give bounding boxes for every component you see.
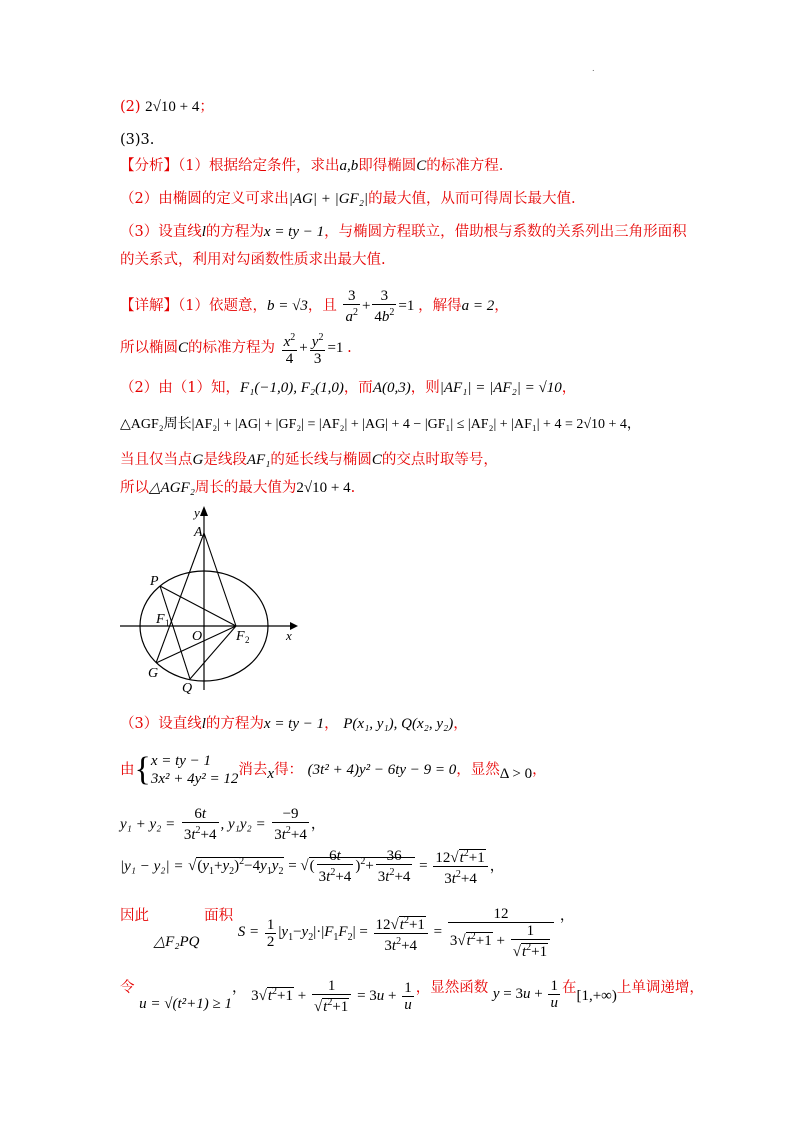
system-brace: { <box>134 751 151 788</box>
vieta-product-label: , y₁y₂ = <box>220 816 266 833</box>
part3-text: ， <box>532 762 547 778</box>
abs-diff-label: |y₁ − y₂| = <box>120 858 184 875</box>
vieta-sum-label: y₁ + y₂ = <box>120 816 176 833</box>
analysis-math: |AG| + |GF₂| <box>288 191 369 207</box>
analysis-line-2 <box>120 189 576 209</box>
detail-text: ， <box>561 380 577 396</box>
part3-text: 令 <box>120 980 135 996</box>
analysis-line-4 <box>120 250 386 270</box>
part3-math: P(x₁, y₁), Q(x₂, y₂) <box>343 716 454 732</box>
part3-text: 上单调递增， <box>616 980 704 996</box>
part3-text: ， <box>453 716 468 732</box>
detail-text: （1）依题意， <box>178 297 267 314</box>
part3-math: x <box>267 765 275 782</box>
analysis-math: x = ty − 1 <box>263 224 325 240</box>
part3-math: l <box>201 716 206 732</box>
analysis-tag: 【分析】 <box>120 158 178 174</box>
detail-math: 2√10 + 4 <box>296 480 351 496</box>
part3-text: 在 <box>561 980 577 996</box>
analysis-line-1 <box>120 156 503 176</box>
part3-math: x = ty − 1 <box>263 716 325 732</box>
analysis-text: 的标准方程. <box>426 158 504 174</box>
function-expression: y = 3u + $\frac{1}{u}$ <box>492 978 558 1011</box>
detail-text: 所以椭圆 <box>120 339 178 356</box>
label-y: y <box>194 505 200 520</box>
y-axis-arrow <box>200 506 208 516</box>
detail-text: ，则 <box>410 380 440 396</box>
substitution-expression: $3√t^2+1$ + $\frac{1}{√t^2+1}$ = 3u + $\frac{1}{u}$ <box>251 978 412 1015</box>
vieta-sum-fraction: $\frac{6t}{3t^2+4}$ <box>183 806 217 843</box>
label-Q: Q <box>182 681 193 695</box>
corner-mark: . <box>592 64 595 73</box>
system-eq-1: x = ty − 1 <box>150 753 212 769</box>
part3-line-6 <box>120 978 704 1018</box>
label-F1-sub: 1 <box>165 618 170 628</box>
detail-line-3 <box>120 378 576 398</box>
label-G: G <box>148 666 159 681</box>
detail-text: ， <box>494 297 509 314</box>
detail-text: 的标准方程为 <box>188 339 276 356</box>
detail-line-5 <box>120 450 498 470</box>
part3-line-1 <box>120 714 468 734</box>
part3-line-2 <box>120 752 547 792</box>
analysis-text: ，与椭圆方程联立，借助根与系数的关系列出三角形面积 <box>324 224 687 240</box>
equation-system <box>151 752 239 788</box>
detail-line-4 <box>120 414 641 435</box>
answer-2-value: 2√10 + 4 <box>145 99 200 115</box>
analysis-text: 的方程为 <box>205 224 264 240</box>
part3-text: ， <box>324 716 339 732</box>
area-formula: S = $\frac{1}{2}$ $|y_1-y_2|\cdot|F_1F_2|$ = $\frac{12√t^2+1}{3t^2+4}$ = 12 $3√t^2+1$ + $\frac{1}{√t^2+1}$ <box>238 924 560 940</box>
substitution-u: u = √(t²+1) ≥ 1 <box>139 996 232 1012</box>
analysis-text: 的最大值，从而可得周长最大值. <box>368 191 576 207</box>
ellipse-figure <box>110 500 310 695</box>
label-F2: F <box>236 629 245 644</box>
part3-text: 的方程为 <box>205 716 264 732</box>
detail-math: C <box>371 452 382 468</box>
part3-text: ， <box>231 980 247 996</box>
detail-text: . <box>347 339 352 356</box>
analysis-text: 即得椭圆 <box>358 158 417 174</box>
area-label: S = <box>237 924 260 941</box>
part3-line-3 <box>120 806 326 843</box>
detail-text: （2）由（1）知， <box>120 380 240 396</box>
discriminant: Δ > 0 <box>499 765 533 782</box>
part3-text: 面积 <box>204 908 234 924</box>
interval: [1,+∞) <box>576 988 617 1004</box>
answer-3-label: (3)3. <box>120 132 155 148</box>
detail-text: 当且仅当点 <box>120 452 193 468</box>
detail-tag: 【详解】 <box>120 297 178 314</box>
ellipse-point-equation: $\frac{3}{a^2}$ + $\frac{3}{4b^2}$ =1 <box>345 288 419 325</box>
ellipse-standard-equation: $\frac{x^2}{4}$ + $\frac{y^2}{3}$ =1 <box>283 332 348 367</box>
detail-math: △AGF₂ <box>149 480 195 496</box>
label-O: O <box>192 629 203 644</box>
detail-line-1 <box>120 288 509 325</box>
detail-math: b = √3 <box>266 297 308 314</box>
vieta-product-fraction: $\frac{-9}{3t^2+4}$ <box>274 806 307 843</box>
quadratic-in-y: (3t² + 4)y² − 6ty − 9 = 0 <box>307 762 457 778</box>
part3-text: ， <box>559 908 575 924</box>
answer-2-label: (2) <box>120 99 141 115</box>
detail-text: ，且 <box>307 297 337 314</box>
part3-text: 消去 <box>238 762 268 778</box>
detail-text: 周长的最大值为 <box>194 480 297 496</box>
detail-math: F₁(−1,0), F₂(1,0) <box>239 380 344 396</box>
answer-2-line <box>120 97 214 117</box>
analysis-text: （3）设直线 <box>120 224 202 240</box>
detail-line-6 <box>120 478 355 498</box>
detail-text: . <box>350 480 356 496</box>
label-P: P <box>150 574 159 589</box>
label-F2-sub: 2 <box>245 635 250 645</box>
answer-2-tail: ； <box>199 99 214 115</box>
detail-math: A(0,3) <box>372 380 411 396</box>
perimeter-inequality: △AGF₂周长|AF₂| + |AG| + |GF₂| = |AF₂| + |AG| + 4 − |GF₁| ≤ |AF₂| + |AF₁| + 4 = 2√10 + 4， <box>120 417 641 432</box>
analysis-math: l <box>201 224 206 240</box>
detail-math: G <box>192 452 204 468</box>
part3-text: 得： <box>274 762 304 778</box>
analysis-math: C <box>416 158 427 174</box>
detail-text: 所以 <box>120 480 149 496</box>
part3-text: （3）设直线 <box>120 716 202 732</box>
label-A: A <box>194 525 203 540</box>
analysis-text: 的关系式，利用对勾函数性质求出最大值. <box>120 252 386 268</box>
part3-text: ，显然函数 <box>415 980 489 996</box>
part3-text: 由 <box>120 762 135 778</box>
analysis-text: （2）由椭圆的定义可求出 <box>120 191 289 207</box>
analysis-math: a,b <box>339 158 359 174</box>
answer-3-line <box>120 130 154 150</box>
label-F1: F <box>156 612 165 627</box>
label-x: x <box>286 628 292 643</box>
detail-math: C <box>178 339 189 356</box>
detail-text: 的交点时取等号， <box>381 452 498 468</box>
system-eq-2: 3x² + 4y² = 12 <box>150 771 239 787</box>
analysis-line-3 <box>120 222 687 242</box>
detail-text: 是线段 <box>203 452 247 468</box>
detail-text: 的延长线与椭圆 <box>270 452 372 468</box>
detail-text: ，解得 <box>418 297 462 314</box>
part3-text: ，显然 <box>456 762 500 778</box>
part3-text: ， <box>489 858 505 875</box>
detail-math: a = 2 <box>461 297 495 314</box>
analysis-text: （1）根据给定条件，求出 <box>178 158 340 174</box>
abs-diff-expression: $√(y_1+y_2)^2-4y_1y_2$ = √( $\frac{6t}{3t^2+4}$ )$^2$+ $\frac{36}{3t^2+4}$ = $\frac{12√t^2+1}{3t^2+4}$ <box>188 858 490 874</box>
detail-line-2 <box>120 330 352 367</box>
part3-line-5 <box>120 906 574 958</box>
detail-math: |AF₁| = |AF₂| = √10 <box>439 380 562 396</box>
part3-text: 因此 <box>120 908 149 924</box>
part3-text: ， <box>310 816 326 833</box>
detail-math: AF₁ <box>246 452 271 468</box>
detail-text: ，而 <box>343 380 373 396</box>
part3-line-4 <box>120 846 505 887</box>
triangle-label: △F₂PQ <box>153 934 200 950</box>
